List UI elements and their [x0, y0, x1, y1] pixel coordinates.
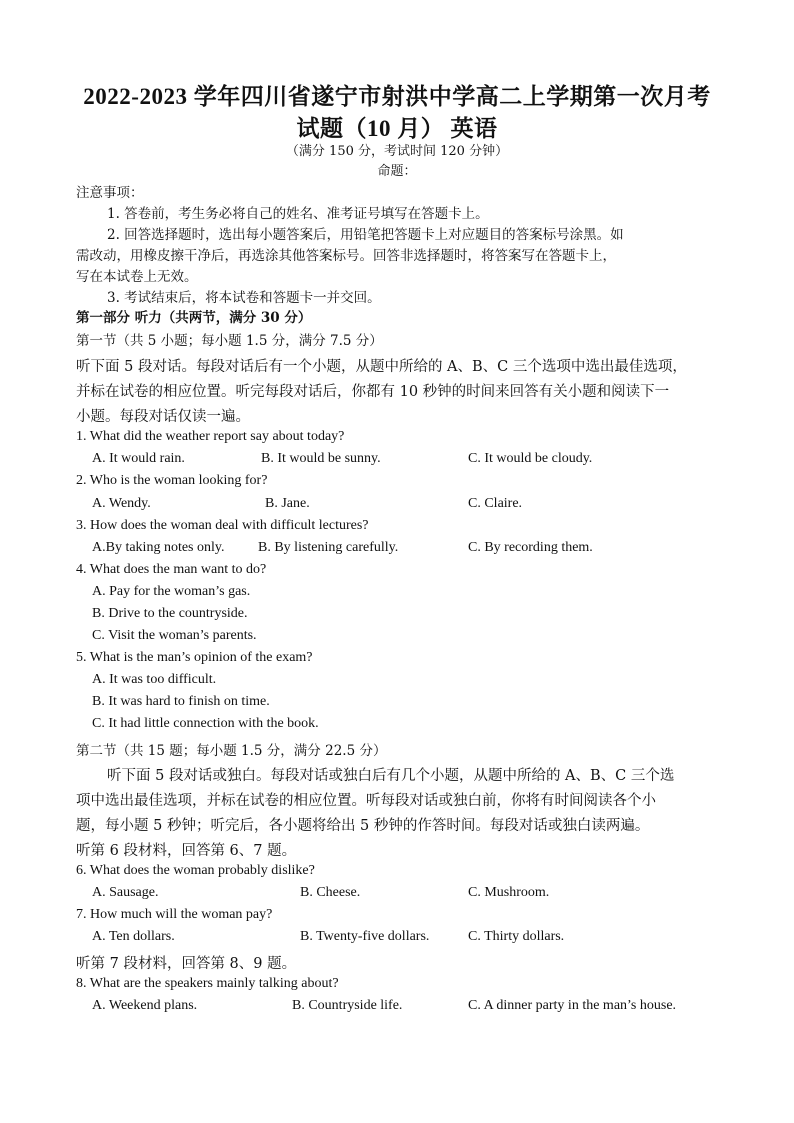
material-7-heading: 听第 7 段材料，回答第 8、9 题。	[76, 956, 297, 972]
notice-item-2-line-3: 写在本试卷上无效。	[76, 269, 198, 285]
question-1-stem: 1. What did the weather report say about today?	[76, 429, 345, 444]
question-5-stem: 5. What is the man’s opinion of the exam?	[76, 650, 313, 665]
question-7-option-b: B. Twenty-five dollars.	[300, 929, 430, 944]
exam-title-line1: 2022-2023 学年四川省遂宁市射洪中学高二上学期第一次月考	[83, 84, 711, 109]
question-8-option-b: B. Countryside life.	[292, 998, 403, 1013]
exam-author: 命题：	[377, 164, 417, 179]
notice-heading: 注意事项：	[76, 185, 144, 201]
question-7-option-a: A. Ten dollars.	[92, 929, 175, 944]
part1-heading: 第一部分 听力（共两节，满分 30 分）	[76, 310, 312, 326]
section2-instruction-3: 题，每小题 5 秒钟；听完后，各小题将给出 5 秒钟的作答时间。每段对话或独白读两遍。	[76, 818, 650, 834]
notice-item-1: 1. 答卷前，考生务必将自己的姓名、准考证号填写在答题卡上。	[107, 206, 489, 222]
question-4-stem: 4. What does the man want to do?	[76, 562, 267, 577]
exam-subtitle: （满分 150 分，考试时间 120 分钟）	[285, 144, 509, 159]
notice-item-2-line-1: 2. 回答选择题时，选出每小题答案后，用铅笔把答题卡上对应题目的答案标号涂黑。如	[107, 227, 624, 243]
question-6-option-a: A. Sausage.	[92, 885, 159, 900]
section1-instruction-1: 听下面 5 段对话。每段对话后有一个小题，从题中所给的 A、B、C 三个选项中选出最佳选项，	[76, 359, 687, 375]
question-4-option-c: C. Visit the woman’s parents.	[92, 628, 257, 643]
question-1-option-a: A. It would rain.	[92, 451, 185, 466]
question-8-option-a: A. Weekend plans.	[92, 998, 198, 1013]
question-8-stem: 8. What are the speakers mainly talking about?	[76, 976, 339, 991]
notice-item-2-line-2: 需改动，用橡皮擦干净后，再选涂其他答案标号。回答非选择题时，将答案写在答题卡上，	[76, 248, 616, 264]
question-1-option-c: C. It would be cloudy.	[468, 451, 593, 466]
material-6-heading: 听第 6 段材料，回答第 6、7 题。	[76, 843, 297, 859]
question-5-option-a: A. It was too difficult.	[92, 672, 217, 687]
section2-instruction-2: 项中选出最佳选项，并标在试卷的相应位置。听每段对话或独白前，你将有时间阅读各个小	[76, 793, 656, 809]
section2-instruction-1: 听下面 5 段对话或独白。每段对话或独白后有几个小题，从题中所给的 A、B、C 三个选	[107, 768, 675, 784]
question-2-option-c: C. Claire.	[468, 496, 523, 511]
section1-instruction-2: 并标在试卷的相应位置。听完每段对话后，你都有 10 秒钟的时间来回答有关小题和阅读下一	[76, 384, 670, 400]
question-8-option-c: C. A dinner party in the man’s house.	[468, 998, 677, 1013]
question-3-option-b: B. By listening carefully.	[258, 540, 399, 555]
question-6-stem: 6. What does the woman probably dislike?	[76, 863, 315, 878]
section1-heading: 第一节（共 5 小题；每小题 1.5 分，满分 7.5 分）	[76, 333, 383, 349]
question-5-option-c: C. It had little connection with the book.	[92, 716, 319, 731]
notice-item-3: 3. 考试结束后，将本试卷和答题卡一并交回。	[107, 290, 381, 306]
question-1-option-b: B. It would be sunny.	[261, 451, 381, 466]
question-2-option-a: A. Wendy.	[92, 496, 151, 511]
question-5-option-b: B. It was hard to finish on time.	[92, 694, 270, 709]
question-4-option-a: A. Pay for the woman’s gas.	[92, 584, 251, 599]
question-7-option-c: C. Thirty dollars.	[468, 929, 565, 944]
question-7-stem: 7. How much will the woman pay?	[76, 907, 273, 922]
section1-instruction-3: 小题。每段对话仅读一遍。	[76, 409, 250, 425]
question-6-option-b: B. Cheese.	[300, 885, 361, 900]
question-3-stem: 3. How does the woman deal with difficult lectures?	[76, 518, 369, 533]
question-2-stem: 2. Who is the woman looking for?	[76, 473, 268, 488]
exam-title-line2: 试题（10 月） 英语	[296, 116, 498, 141]
section2-heading: 第二节（共 15 题；每小题 1.5 分，满分 22.5 分）	[76, 743, 387, 759]
question-3-option-a: A.By taking notes only.	[92, 540, 225, 555]
question-4-option-b: B. Drive to the countryside.	[92, 606, 248, 621]
question-6-option-c: C. Mushroom.	[468, 885, 550, 900]
question-3-option-c: C. By recording them.	[468, 540, 593, 555]
question-2-option-b: B. Jane.	[265, 496, 310, 511]
